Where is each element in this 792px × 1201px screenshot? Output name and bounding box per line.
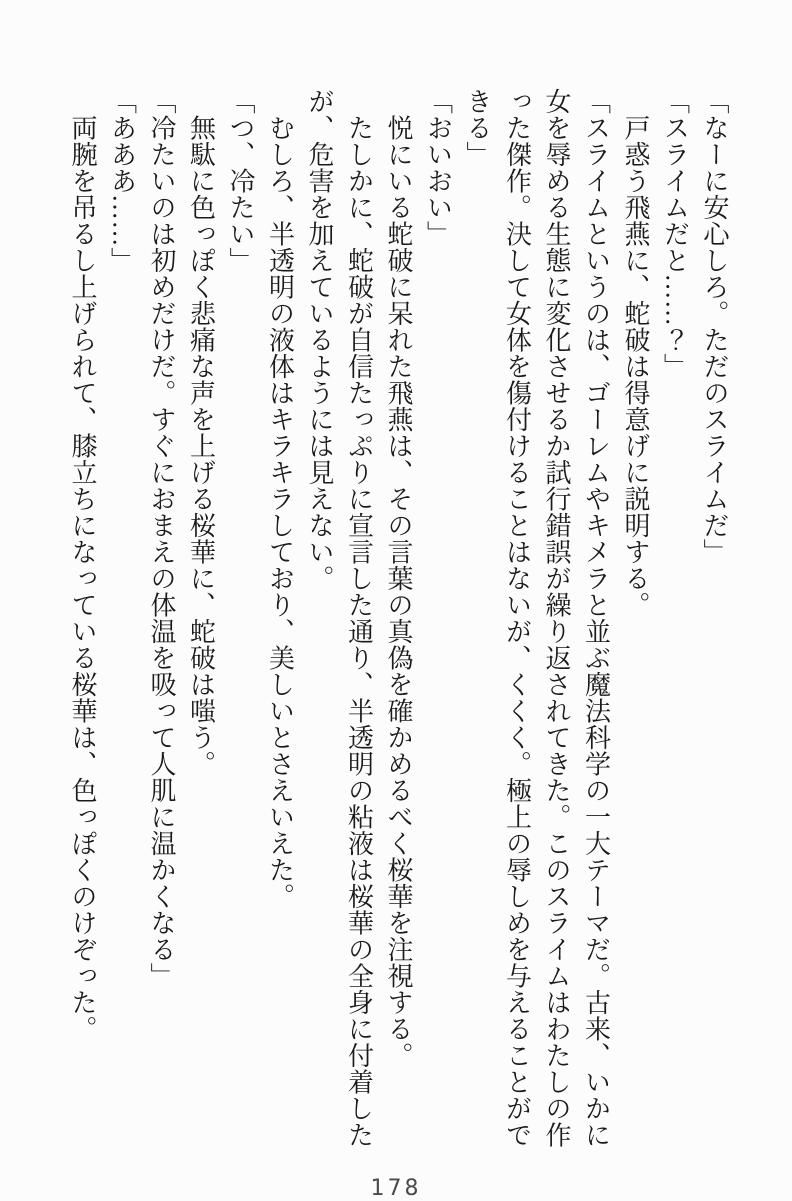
text-line: 「あああ……」 [107,88,137,274]
text-line: 「なーに安心しろ。ただのスライムだ」 [700,88,729,565]
text-line: 「つ、冷たい」 [226,88,255,274]
text-line: 「おいおい」 [423,88,453,247]
text-line: 戸惑う飛燕に、蛇破は得意げに説明する。 [621,88,650,618]
text-line: った傑作。決して女体を傷付けることはないが、くくく。極上の辱しめを与えることがで [502,88,532,1148]
text-line: むしろ、半透明の液体はキラキラしており、美しいとさえいえた。 [265,88,295,910]
text-line: が、危害を加えているようには見えない。 [305,88,334,592]
page-number: 178 [370,1176,422,1201]
text-line: 「スライムだと……？」 [660,88,690,380]
text-line: きる」 [463,88,492,168]
page-text [63,88,735,1150]
text-line: 両腕を吊るし上げられて、膝立ちになっている桜華は、色っぽくのけぞった。 [68,88,97,1042]
text-line: 女を辱める生態に変化させるか試行錯誤が繰り返されてきた。このスライムはわたしの作 [542,88,571,1148]
text-line: たしかに、蛇破が自信たっぷりに宣言した通り、半透明の粘液は桜華の全身に付着した [344,88,374,1148]
text-line: 悦にいる蛇破に呆れた飛燕は、その言葉の真偽を確かめるべく桜華を注視する。 [384,88,413,1069]
text-line: 「スライムというのは、ゴーレムやキメラと並ぶ魔法科学の一大テーマだ。古来、いかに [581,88,611,1148]
text-line: 無駄に色っぽく悲痛な声を上げる桜華に、蛇破は嗤う。 [186,88,216,777]
text-line: 「冷たいのは初めだけだ。すぐにおまえの体温を吸って人肌に温かくなる」 [147,88,176,989]
